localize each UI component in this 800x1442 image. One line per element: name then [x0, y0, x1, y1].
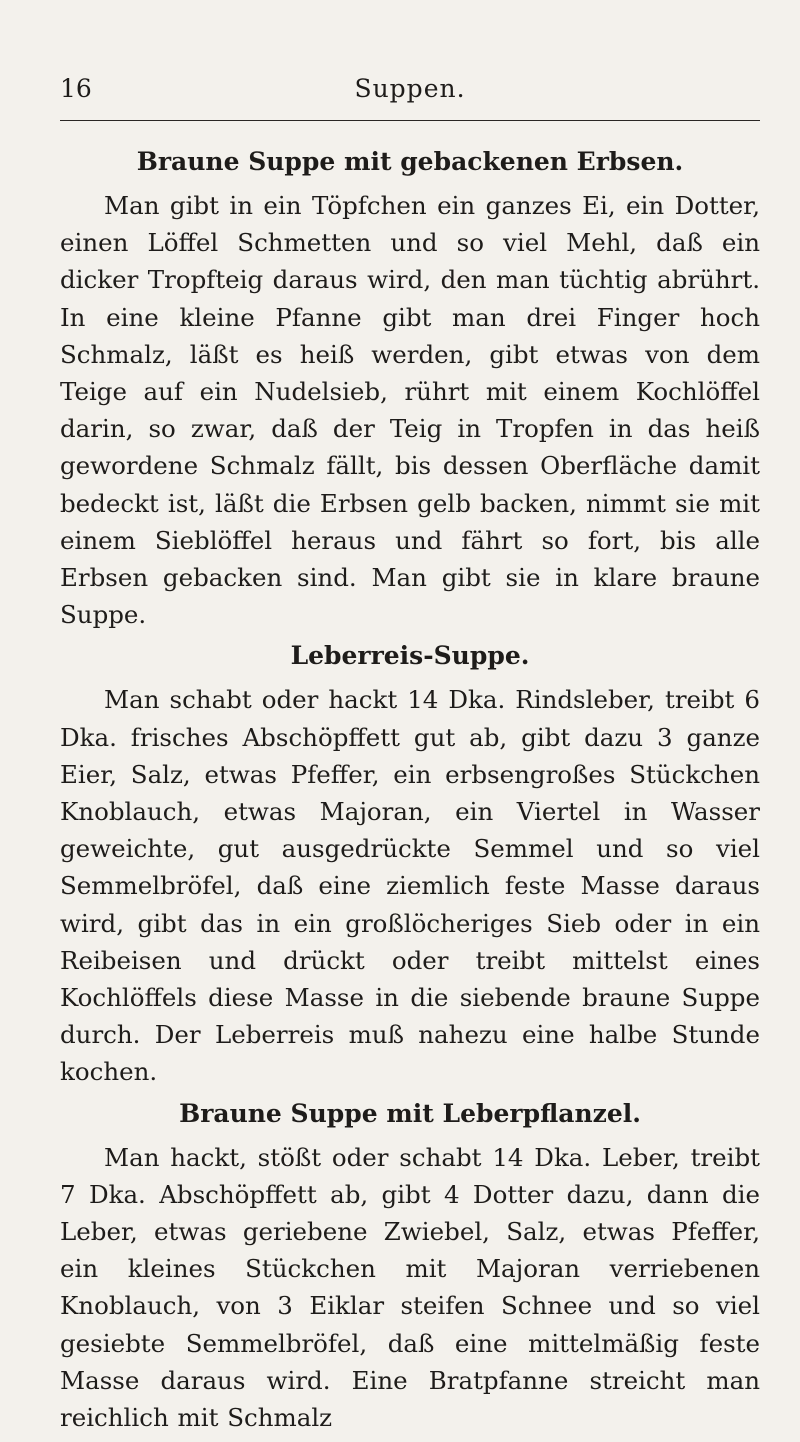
recipe-section	[60, 639, 760, 1090]
page-number: 16	[60, 74, 92, 103]
book-page	[60, 74, 760, 1442]
recipe-text: Man schabt oder hackt 14 Dka. Rindsleber, treibt 6 Dka. frisches Abschöpffett gut ab, gibt dazu 3 ganze Eier, Salz, etwas Pfeffer, ein erbsengroßes Stückchen Knoblauch, etwas Majoran, ein Viertel in Wasser geweichte, gut ausgedrückte Semmel und so viel Semmelbröfel, daß eine ziemlich feste Masse daraus wird, gibt das in ein großlöcheriges Sieb oder in ein Reibeisen und drückt oder treibt mittelst eines Kochlöffels diese Masse in die siebende braune Suppe durch. Der Leberreis muß nahezu eine halbe Stunde kochen.	[60, 685, 760, 1087]
header-rule	[60, 120, 760, 121]
recipe-section	[60, 145, 760, 633]
recipe-heading: Braune Suppe mit gebackenen Erbsen.	[136, 147, 684, 176]
recipe-section	[60, 1097, 760, 1437]
running-header	[60, 74, 760, 118]
recipe-text: Man hackt, stößt oder schabt 14 Dka. Leber, treibt 7 Dka. Abschöpffett ab, gibt 4 Dotter dazu, dann die Leber, etwas geriebene Zwiebel, Salz, etwas Pfeffer, ein kleines Stückchen mit Majoran verriebenen Knoblauch, von 3 Eiklar steifen Schnee und so viel gesiebte Semmelbröfel, daß eine mittelmäßig feste Masse daraus wird. Eine Bratpfanne streicht man reichlich mit Schmalz	[60, 1142, 760, 1433]
recipe-heading: Leberreis-Suppe.	[290, 641, 530, 671]
recipe-text: Man gibt in ein Töpfchen ein ganzes Ei, ein Dotter, einen Löffel Schmetten und so viel Mehl, daß ein dicker Tropfteig daraus wird, den man tüchtig abrührt. In eine kleine Pfanne gibt man drei Finger hoch Schmalz, läßt es heiß werden, gibt etwas von dem Teige auf ein Nudelsieb, rührt mit einem Kochlöffel darin, so zwar, daß der Teig in Tropfen in das heiß gewordene Schmalz fällt, bis dessen Oberfläche damit bedeckt ist, läßt die Erbsen gelb backen, nimmt sie mit einem Sieblöffel heraus und fährt so fort, bis alle Erbsen gebacken sind. Man gibt sie in klare braune Suppe.	[60, 191, 760, 630]
recipe-heading: Braune Suppe mit Leberpflanzel.	[179, 1098, 641, 1128]
running-title: Suppen.	[354, 74, 466, 103]
